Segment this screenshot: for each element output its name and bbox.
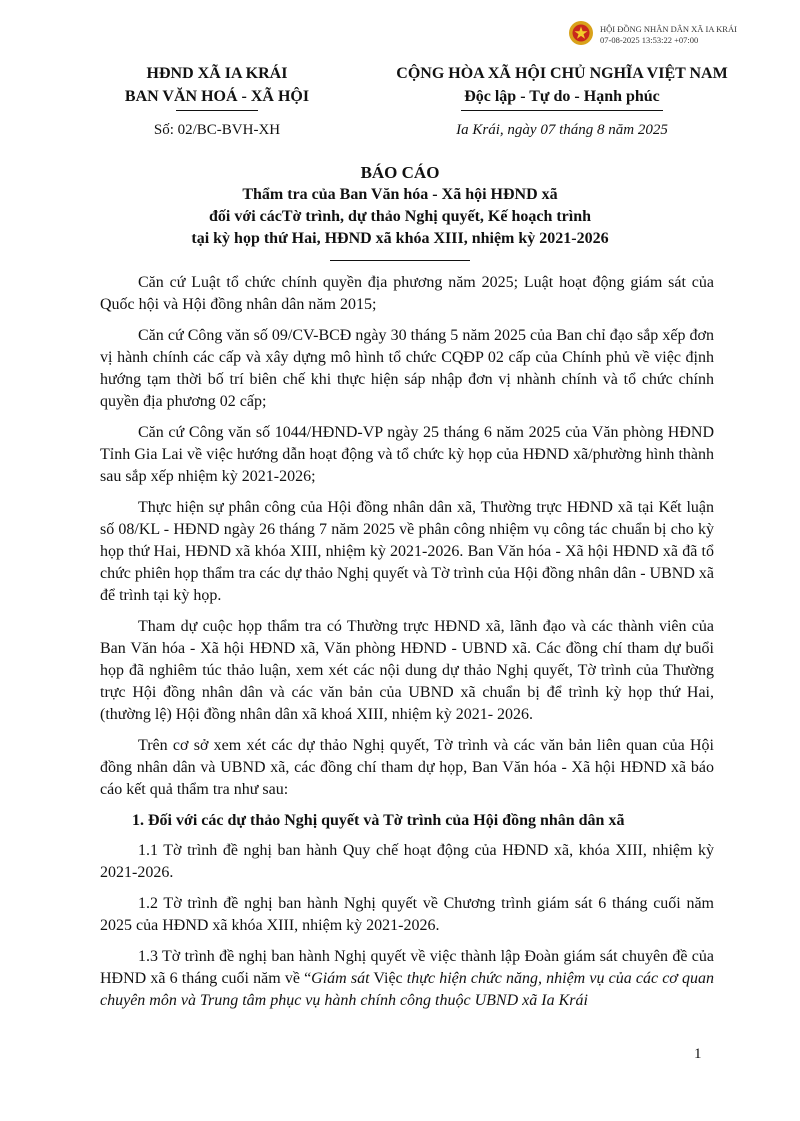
item-1-3-mid: Việc xyxy=(369,970,407,987)
report-title xyxy=(60,162,740,250)
paragraph-meeting: Tham dự cuộc họp thẩm tra có Thường trực HĐND xã, lãnh đạo và các thành viên của Ban Văn hóa - Xã hội HĐND xã, Văn phòng HĐND - UBND xã. Các đồng chí tham dự buổi họp đã nghiêm túc thảo luận, xem xét các nội dung dự thảo Nghị quyết, Tờ trình của Thường trực Hội đồng nhân dân và các văn bản của UBND xã chuẩn bị để trình kỳ họp thứ Hai, (thường lệ) Hội đồng nhân dân xã khoá XIII, nhiệm kỳ 2021- 2026. xyxy=(100,618,714,723)
agency-underline xyxy=(176,110,258,111)
item-1-3-text: 1.3 Tờ trình đề nghị ban hành Nghị quyết về việc thành lập Đoàn giám sát chuyên đề của HĐND xã 6 tháng cuối năm về “ xyxy=(100,948,714,987)
signature-org: HỘI ĐỒNG NHÂN DÂN XÃ IA KRÁI xyxy=(600,24,737,34)
item-1-3-italic-a: Giám sát xyxy=(311,970,370,987)
document-number: Số: 02/BC-BVH-XH xyxy=(153,122,281,138)
nation-name: CỘNG HÒA XÃ HỘI CHỦ NGHĨA VIỆT NAM xyxy=(396,65,728,82)
page-number: 1 xyxy=(694,1046,702,1062)
document-body xyxy=(100,272,714,1021)
title-line-1: Thẩm tra của Ban Văn hóa - Xã hội HĐND xã xyxy=(242,186,558,203)
title-line-2: đối với cácTờ trình, dự thảo Nghị quyết, Kế hoạch trình xyxy=(208,208,592,225)
paragraph-legal-basis-2: Căn cứ Công văn số 09/CV-BCĐ ngày 30 tháng 5 năm 2025 của Ban chỉ đạo sắp xếp đơn vị hành chính các cấp và xây dựng mô hình tổ chức CQĐP 02 cấp của Chính phủ về việc định hướng tạm thời bố trí biên chế khi thực hiện sáp nhập đơn vị nhành chính và tổ chức chính quyền địa phương 02 cấp; xyxy=(100,327,714,410)
paragraph-legal-basis-1: Căn cứ Luật tổ chức chính quyền địa phương năm 2025; Luật hoạt động giám sát của Quốc hội và Hội đồng nhân dân năm 2015; xyxy=(100,274,714,313)
item-1-2: 1.2 Tờ trình đề nghị ban hành Nghị quyết về Chương trình giám sát 6 tháng cuối năm 2025 của HĐND xã khóa XIII, nhiệm kỳ 2021-2026. xyxy=(100,895,714,934)
item-1-1: 1.1 Tờ trình đề nghị ban hành Quy chế hoạt động của HĐND xã, khóa XIII, nhiệm kỳ 2021-2026. xyxy=(100,842,714,881)
paragraph-legal-basis-3: Căn cứ Công văn số 1044/HĐND-VP ngày 25 tháng 6 năm 2025 của Văn phòng HĐND Tỉnh Gia Lai về việc hướng dẫn hoạt động và tổ chức kỳ họp của HĐND xã/phường hình thành sau sắp xếp nhiệm kỳ 2021-2026; xyxy=(100,424,714,485)
agency-line-1: HĐND XÃ IA KRÁI xyxy=(146,65,288,82)
item-1-3 xyxy=(100,946,714,1012)
title-line-3: tại kỳ họp thứ Hai, HĐND xã khóa XIII, nhiệm kỳ 2021-2026 xyxy=(191,230,609,247)
digital-signature-stamp xyxy=(568,20,793,50)
section-heading-1: 1. Đối với các dự thảo Nghị quyết và Tờ trình của Hội đồng nhân dân xã xyxy=(132,812,625,829)
paragraph-assignment: Thực hiện sự phân công của Hội đồng nhân dân xã, Thường trực HĐND xã tại Kết luận số 08/KL - HĐND ngày 26 tháng 7 năm 2025 về phân công nhiệm vụ công tác chuẩn bị cho kỳ họp thứ Hai, HĐND xã khóa XIII, nhiệm kỳ 2021-2026. Ban Văn hóa - Xã hội HĐND xã đã tổ chức phiên họp thẩm tra các dự thảo Nghị quyết và Tờ trình của Hội đồng nhân dân - UBND xã để trình tại kỳ họp. xyxy=(100,499,714,604)
agency-line-2: BAN VĂN HOÁ - XÃ HỘI xyxy=(124,88,310,105)
title-underline xyxy=(330,260,470,261)
national-motto xyxy=(352,62,772,108)
issuing-agency xyxy=(92,62,342,108)
motto-line: Độc lập - Tự do - Hạnh phúc xyxy=(464,88,660,105)
place-and-date: Ia Krái, ngày 07 tháng 8 năm 2025 xyxy=(456,122,668,138)
signature-timestamp: 07-08-2025 13:53:22 +07:00 xyxy=(600,35,699,45)
document-type: BÁO CÁO xyxy=(360,163,440,182)
paragraph-conclusion-intro: Trên cơ sở xem xét các dự thảo Nghị quyết, Tờ trình và các văn bản liên quan của Hội đồng nhân dân và UBND xã, các đồng chí tham dự họp, Ban Văn hóa - Xã hội HĐND xã báo cáo kết quả thẩm tra như sau: xyxy=(100,737,714,798)
item-1-3-italic-b: thực hiện chức năng, nhiệm vụ của các cơ quan chuyên môn và Trung tâm phục vụ hành chính công thuộc UBND xã Ia Krái xyxy=(100,970,714,1009)
motto-underline xyxy=(461,110,663,111)
national-emblem-icon xyxy=(568,20,594,46)
